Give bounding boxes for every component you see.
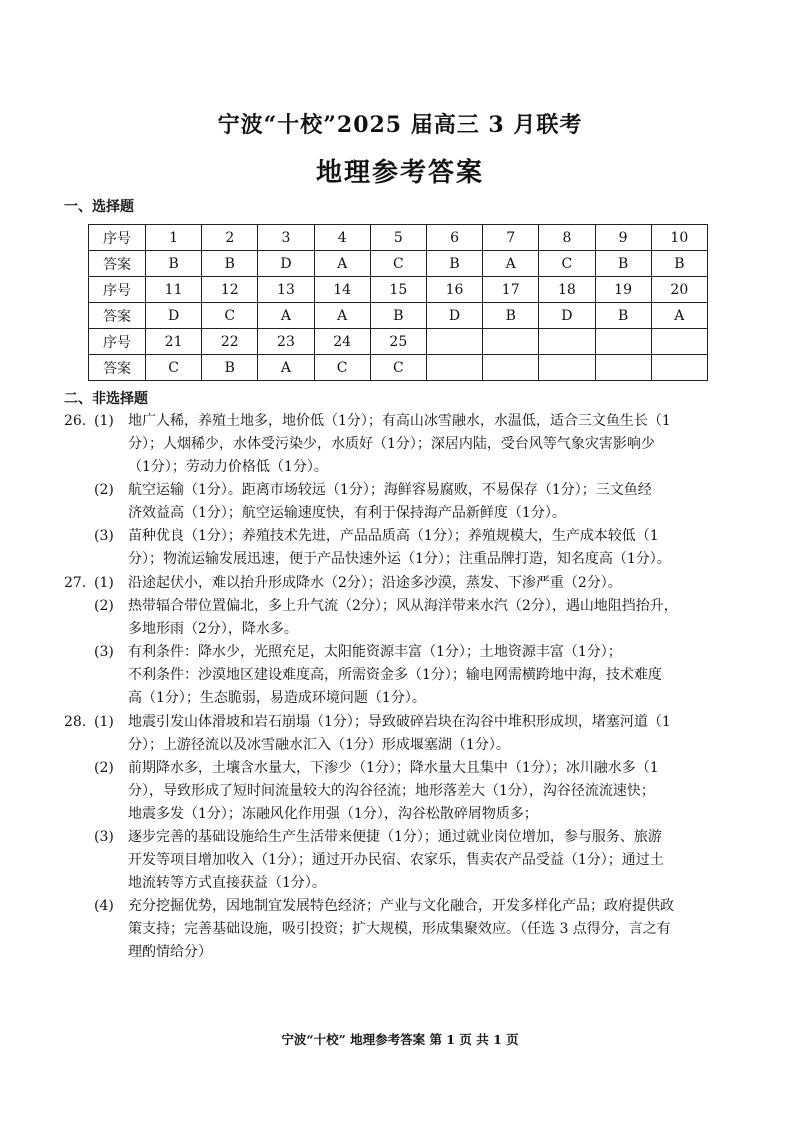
answer-cell (595, 355, 651, 381)
answer-cell: A (258, 355, 314, 381)
answer-cell: B (426, 251, 482, 277)
exam-title: 宁波“十校”2025 届高三 3 月联考 (217, 112, 583, 138)
number-cell: 18 (539, 277, 595, 303)
question-number: 28. (64, 714, 87, 730)
answer-cell: B (202, 355, 258, 381)
answer-line: 分）；人烟稀少，水体受污染少，水质好（1分）；深居内陆，受台风等气象灾害影响少 (128, 436, 655, 452)
part-label: (4) (94, 898, 114, 914)
number-cell: 9 (595, 225, 651, 251)
question-26 (64, 410, 800, 571)
answer-line: 地震引发山体滑坡和岩石崩塌（1分）；导致破碎岩块在沟谷中堆积形成坝，堵塞河道（1 (128, 714, 671, 730)
answer-line: 地流转等方式直接获益（1分）。 (128, 875, 326, 891)
answer-cell (651, 355, 707, 381)
number-cell: 19 (595, 277, 651, 303)
answer-cell (539, 355, 595, 381)
answer-line: 分）；物流运输发展迅速，便于产品快速外运（1分）；注重品牌打造，知名度高（1分）。 (128, 551, 671, 567)
answer-cell: B (146, 251, 202, 277)
table-row (89, 329, 708, 355)
answer-cell: D (258, 251, 314, 277)
number-cell: 20 (651, 277, 707, 303)
number-cell (539, 329, 595, 355)
answer-line: 策支持；完善基础设施，吸引投资；扩大规模，形成集聚效应。（任选 3 点得分，言之有 (128, 921, 671, 937)
answer-line: 有利条件：降水少，光照充足，太阳能资源丰富（1分）；土地资源丰富（1分）； (128, 644, 622, 660)
number-cell (651, 329, 707, 355)
answer-cell: A (314, 251, 370, 277)
row-label: 答案 (89, 355, 146, 381)
answer-line: 地广人稀，养殖土地多，地价低（1分）；有高山冰雪融水，水温低，适合三文鱼生长（1 (128, 413, 671, 429)
answer-line: 充分挖掘优势，因地制宜发展特色经济；产业与文化融合，开发多样化产品；政府提供政 (128, 898, 674, 914)
row-label: 答案 (89, 303, 146, 329)
answer-part (64, 641, 800, 710)
answer-table (88, 224, 708, 381)
answer-cell: C (370, 251, 426, 277)
number-cell: 24 (314, 329, 370, 355)
number-cell: 3 (258, 225, 314, 251)
answer-cell: C (202, 303, 258, 329)
table-row (89, 303, 708, 329)
doc-subtitle: 地理参考答案 (315, 158, 484, 188)
answer-cell: A (258, 303, 314, 329)
answer-cell: A (314, 303, 370, 329)
answer-line: 不利条件：沙漠地区建设难度高，所需资金多（1分）；输电网需横跨地中海，技术难度 (128, 667, 662, 683)
row-label: 答案 (89, 251, 146, 277)
number-cell: 1 (146, 225, 202, 251)
part-label: (3) (94, 644, 114, 660)
answer-cell: B (202, 251, 258, 277)
answer-line: 航空运输（1分）。距离市场较远（1分）；海鲜容易腐败，不易保存（1分）；三文鱼经 (128, 482, 652, 498)
answer-cell: D (146, 303, 202, 329)
page-footer: 宁波“十校” 地理参考答案 第 1 页 共 1 页 (281, 1032, 519, 1047)
part-label: (2) (94, 760, 114, 776)
answer-cell: B (370, 303, 426, 329)
answer-cell: B (595, 303, 651, 329)
answer-line: 理酌情给分） (128, 944, 212, 960)
answer-line: 逐步完善的基础设施给生产生活带来便捷（1分）；通过就业岗位增加，参与服务、旅游 (128, 829, 662, 845)
section-heading-choice: 一、选择题 (64, 199, 134, 215)
number-cell (595, 329, 651, 355)
number-cell: 2 (202, 225, 258, 251)
answer-cell: D (539, 303, 595, 329)
number-cell: 13 (258, 277, 314, 303)
number-cell: 8 (539, 225, 595, 251)
answer-cell: B (595, 251, 651, 277)
answer-line: 高（1分）；生态脆弱，易造成环境问题（1分）。 (128, 690, 426, 706)
answer-cell: C (370, 355, 426, 381)
answer-part (64, 479, 800, 525)
answer-part (64, 711, 800, 757)
number-cell: 10 (651, 225, 707, 251)
number-cell: 11 (146, 277, 202, 303)
answer-cell: C (539, 251, 595, 277)
row-label: 序号 (89, 225, 146, 251)
part-label: (2) (94, 598, 114, 614)
answer-cell: C (146, 355, 202, 381)
answer-line: （1分）；劳动力价格低（1分）。 (128, 459, 328, 475)
number-cell: 25 (370, 329, 426, 355)
answer-part (64, 826, 800, 895)
number-cell: 22 (202, 329, 258, 355)
answer-cell: B (651, 251, 707, 277)
answer-line: 开发等项目增加收入（1分）；通过开办民宿、农家乐，售卖农产品受益（1分）；通过土 (128, 852, 664, 868)
table-row (89, 225, 708, 251)
answer-line: 前期降水多，土壤含水量大，下渗少（1分）；降水量大且集中（1分）；冰川融水多（1 (128, 760, 659, 776)
part-label: (3) (94, 829, 114, 845)
number-cell: 5 (370, 225, 426, 251)
answer-cell: D (426, 303, 482, 329)
number-cell: 23 (258, 329, 314, 355)
part-label: (1) (94, 575, 114, 591)
answer-line: 分）；上游径流以及冰雪融水汇入（1分）形成堰塞湖（1分）。 (128, 737, 510, 753)
question-number: 27. (64, 575, 87, 591)
answer-cell: B (483, 303, 539, 329)
number-cell: 7 (483, 225, 539, 251)
answer-part (64, 757, 800, 826)
answer-line: 热带辐合带位置偏北，多上升气流（2分）；风从海洋带来水汽（2分），遇山地阻挡抬升， (128, 598, 678, 614)
answer-part (64, 895, 800, 964)
table-row (89, 277, 708, 303)
number-cell (426, 329, 482, 355)
answer-part (64, 410, 800, 479)
answer-line: 苗种优良（1分）；养殖技术先进，产品品质高（1分）；养殖规模大，生产成本较低（1 (128, 528, 659, 544)
answer-part (64, 595, 800, 641)
number-cell: 15 (370, 277, 426, 303)
answer-line: 沿途起伏小，难以抬升形成降水（2分）；沿途多沙漠，蒸发、下渗严重（2分）。 (128, 575, 622, 591)
table-row (89, 251, 708, 277)
answer-part (64, 572, 800, 595)
answer-line: 分），导致形成了短时间流量较大的沟谷径流；地形落差大（1分），沟谷径流流速快； (128, 783, 655, 799)
table-row (89, 355, 708, 381)
section-heading-nonchoice: 二、非选择题 (64, 391, 148, 407)
answer-cell: C (314, 355, 370, 381)
answer-line: 地震多发（1分）；冻融风化作用强（1分），沟谷松散碎屑物质多； (128, 806, 538, 822)
part-label: (1) (94, 714, 114, 730)
part-label: (1) (94, 413, 114, 429)
question-number: 26. (64, 413, 87, 429)
answer-part (64, 525, 800, 571)
number-cell: 12 (202, 277, 258, 303)
answer-cell (426, 355, 482, 381)
row-label: 序号 (89, 277, 146, 303)
number-cell: 16 (426, 277, 482, 303)
row-label: 序号 (89, 329, 146, 355)
number-cell: 14 (314, 277, 370, 303)
number-cell: 4 (314, 225, 370, 251)
part-label: (3) (94, 528, 114, 544)
number-cell (483, 329, 539, 355)
answer-cell (483, 355, 539, 381)
answer-line: 济效益高（1分）；航空运输速度快，有利于保持海产品新鲜度（1分）。 (128, 505, 566, 521)
question-28 (64, 711, 800, 964)
answer-line: 多地形雨（2分），降水多。 (128, 621, 298, 637)
answer-cell: A (483, 251, 539, 277)
part-label: (2) (94, 482, 114, 498)
number-cell: 17 (483, 277, 539, 303)
number-cell: 21 (146, 329, 202, 355)
answer-cell: A (651, 303, 707, 329)
question-27 (64, 572, 800, 710)
number-cell: 6 (426, 225, 482, 251)
